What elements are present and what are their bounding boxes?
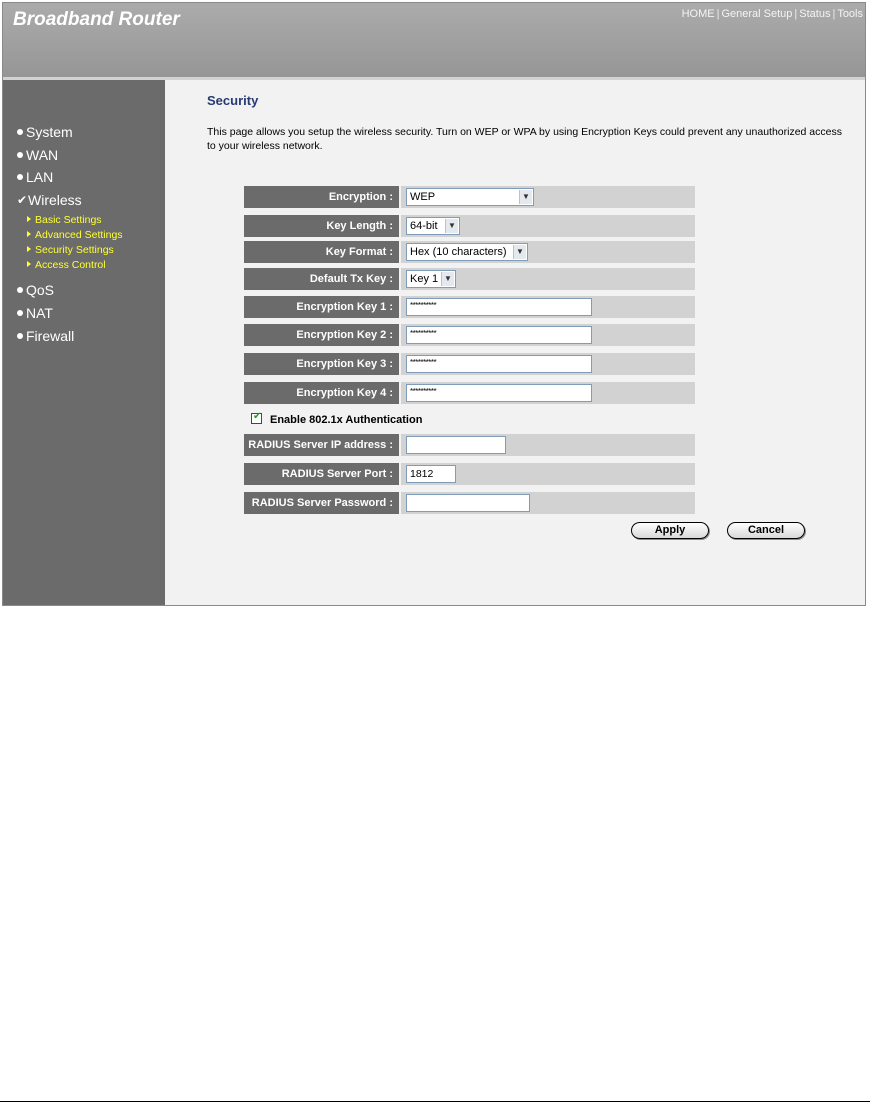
sidebar-item-label: System <box>26 124 73 140</box>
encryption-key-3-label: Encryption Key 3 : <box>244 353 399 375</box>
checkmark-icon: ✔ <box>17 193 28 207</box>
radius-ip-label: RADIUS Server IP address : <box>244 434 399 456</box>
sidebar-item-qos[interactable] <box>17 282 54 298</box>
nav-home-link[interactable]: HOME <box>681 8 715 20</box>
page-title: Security <box>207 93 259 108</box>
chevron-down-icon: ▼ <box>519 190 532 204</box>
sidebar-item-wan[interactable] <box>17 147 58 163</box>
encryption-select[interactable] <box>406 188 534 206</box>
nav-separator: | <box>832 8 836 20</box>
encryption-key-2-label: Encryption Key 2 : <box>244 324 399 346</box>
sidebar-item-system[interactable] <box>17 124 73 140</box>
encryption-key-2-cell <box>401 324 695 346</box>
bullet-icon <box>17 129 23 135</box>
radius-port-label: RADIUS Server Port : <box>244 463 399 485</box>
cancel-button[interactable]: Cancel <box>727 522 805 539</box>
key-length-label: Key Length : <box>244 215 399 237</box>
triangle-right-icon <box>27 216 31 222</box>
nav-separator: | <box>716 8 720 20</box>
router-admin-frame <box>2 2 866 606</box>
encryption-cell <box>401 186 695 208</box>
bullet-icon <box>17 152 23 158</box>
radius-port-input[interactable]: 1812 <box>406 465 456 483</box>
main-content <box>165 80 865 606</box>
key-length-cell <box>401 215 695 237</box>
sidebar-subitem-basic-settings[interactable] <box>27 214 102 226</box>
bullet-icon <box>17 333 23 339</box>
auth-8021x-row <box>251 413 422 426</box>
key-length-select[interactable] <box>406 217 460 235</box>
radius-password-cell <box>401 492 695 514</box>
encryption-key-3-input[interactable]: ********** <box>406 355 592 373</box>
sidebar-item-wireless[interactable] <box>17 192 82 208</box>
header-bar <box>3 3 865 80</box>
bullet-icon <box>17 287 23 293</box>
encryption-key-4-label: Encryption Key 4 : <box>244 382 399 404</box>
default-tx-key-select[interactable] <box>406 270 456 288</box>
checkmark-icon: ✔ <box>253 411 262 422</box>
default-tx-key-cell <box>401 268 695 290</box>
nav-general-setup-link[interactable]: General Setup <box>721 8 793 20</box>
sidebar <box>3 80 165 606</box>
apply-button[interactable]: Apply <box>631 522 709 539</box>
radius-password-label: RADIUS Server Password : <box>244 492 399 514</box>
nav-tools-link[interactable]: Tools <box>837 8 863 20</box>
key-format-cell <box>401 241 695 263</box>
encryption-key-1-label: Encryption Key 1 : <box>244 296 399 318</box>
sidebar-subitem-label: Access Control <box>35 259 106 271</box>
default-tx-key-select-value: Key 1 <box>410 273 439 285</box>
key-length-select-value: 64-bit <box>410 220 438 232</box>
key-format-select-value: Hex (10 characters) <box>410 246 507 258</box>
triangle-right-icon <box>27 261 31 267</box>
sidebar-item-label: Firewall <box>26 328 75 344</box>
sidebar-subitem-label: Basic Settings <box>35 214 102 226</box>
encryption-key-4-cell <box>401 382 695 404</box>
encryption-key-4-input[interactable]: ********** <box>406 384 592 402</box>
key-format-select[interactable] <box>406 243 528 261</box>
top-navigation <box>682 8 863 20</box>
sidebar-subitem-label: Security Settings <box>35 244 114 256</box>
page-bottom-rule <box>0 1101 870 1102</box>
sidebar-item-lan[interactable] <box>17 169 53 185</box>
encryption-key-1-cell <box>401 296 695 318</box>
chevron-down-icon: ▼ <box>513 245 526 259</box>
radius-ip-input[interactable] <box>406 436 506 454</box>
sidebar-item-label: NAT <box>26 305 53 321</box>
triangle-right-icon <box>27 246 31 252</box>
sidebar-subitem-security-settings[interactable] <box>27 244 114 256</box>
auth-8021x-checkbox[interactable] <box>251 413 262 424</box>
bullet-icon <box>17 310 23 316</box>
encryption-label: Encryption : <box>244 186 399 208</box>
sidebar-item-label: WAN <box>26 147 59 163</box>
page-description: This page allows you setup the wireless security. Turn on WEP or WPA by using Encryption Keys could prevent any unauthorized access to your wireless network. <box>207 126 842 152</box>
radius-ip-cell <box>401 434 695 456</box>
triangle-right-icon <box>27 231 31 237</box>
default-tx-key-label: Default Tx Key : <box>244 268 399 290</box>
encryption-select-value: WEP <box>410 191 436 203</box>
sidebar-item-label: LAN <box>26 169 54 185</box>
sidebar-item-label: Wireless <box>28 192 82 208</box>
chevron-down-icon: ▼ <box>445 219 458 233</box>
sidebar-item-firewall[interactable] <box>17 328 74 344</box>
sidebar-item-label: QoS <box>26 282 55 298</box>
chevron-down-icon: ▼ <box>441 272 454 286</box>
bullet-icon <box>17 174 23 180</box>
auth-8021x-label: Enable 802.1x Authentication <box>270 414 423 426</box>
encryption-key-1-input[interactable]: ********** <box>406 298 592 316</box>
radius-port-cell <box>401 463 695 485</box>
nav-status-link[interactable]: Status <box>799 8 831 20</box>
key-format-label: Key Format : <box>244 241 399 263</box>
sidebar-item-nat[interactable] <box>17 305 53 321</box>
sidebar-subitem-access-control[interactable] <box>27 259 106 271</box>
sidebar-subitem-label: Advanced Settings <box>35 229 123 241</box>
encryption-key-3-cell <box>401 353 695 375</box>
app-title: Broadband Router <box>13 9 180 30</box>
sidebar-subitem-advanced-settings[interactable] <box>27 229 123 241</box>
radius-password-input[interactable] <box>406 494 530 512</box>
nav-separator: | <box>794 8 798 20</box>
encryption-key-2-input[interactable]: ********** <box>406 326 592 344</box>
